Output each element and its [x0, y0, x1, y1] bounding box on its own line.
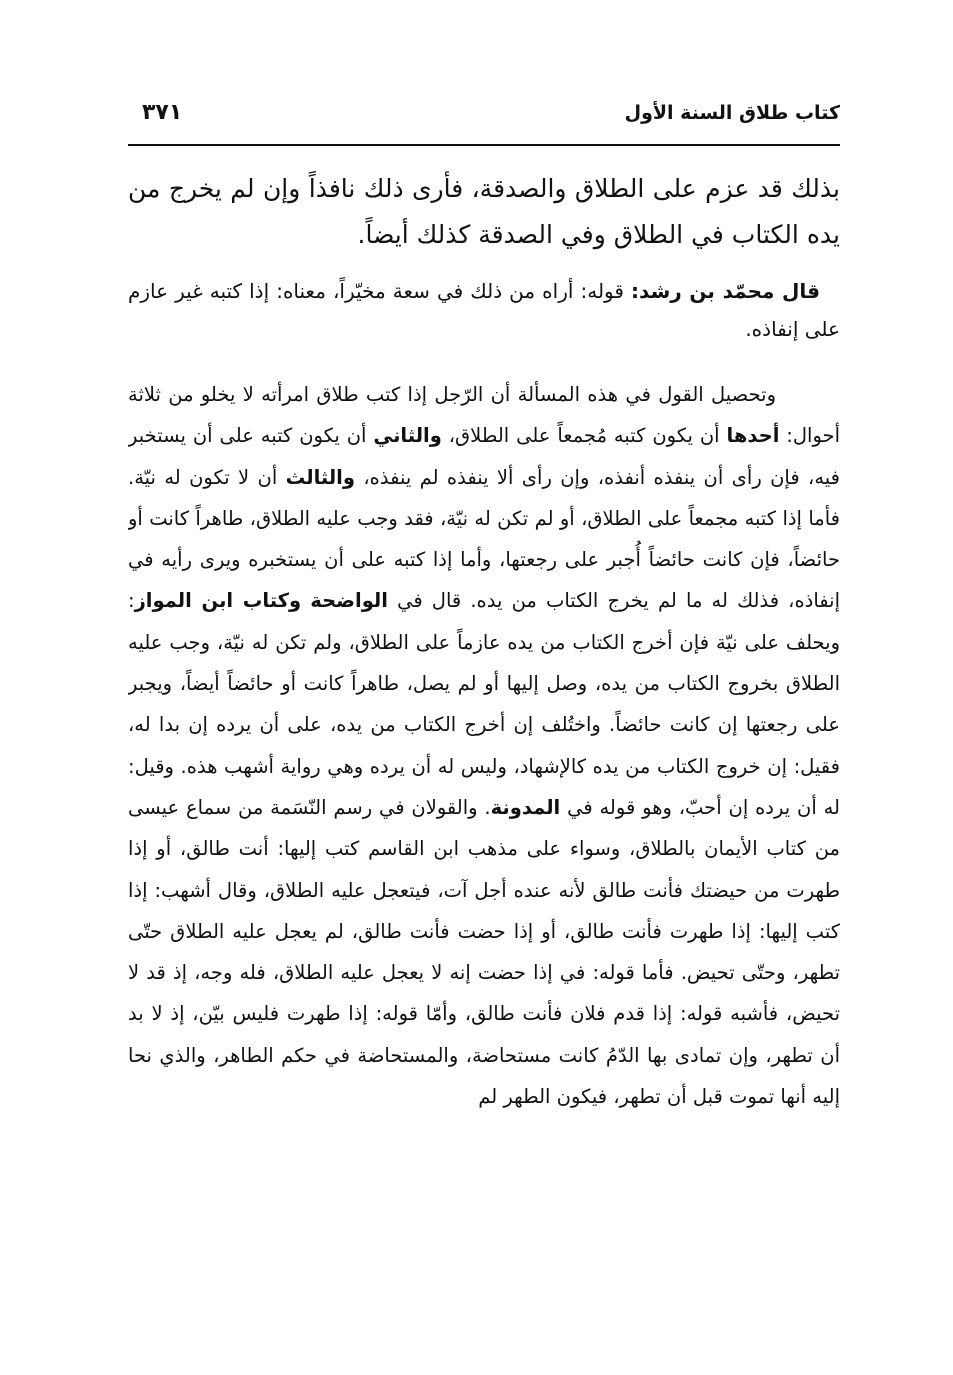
keyword-first: أحدها	[726, 424, 780, 448]
keyword-third: والثالث	[285, 465, 355, 489]
paragraph-opening	[128, 166, 840, 258]
paragraph-opening-text: بذلك قد عزم على الطلاق والصدقة، فأرى ذلك نافذاً وإن لم يخرج من يده الكتاب في الطلاق وفي الصدقة كذلك أيضاً.	[128, 174, 840, 249]
running-header	[128, 92, 840, 138]
speaker-label: قال محمّد بن رشد:	[631, 279, 820, 303]
page-number: ٣٧١	[142, 100, 183, 125]
analysis-segment: أن لا تكون له نيّة. فأما إذا كتبه مجمعاً على الطلاق، أو لم تكن له نيّة، فقد وجب عليه الطلاق، طاهراً كانت أو حائضاً، فإن كانت حائضاً أُجبر على رجعتها، وأما إذا كتبه على أن يستخبره ويرى رأيه في إنفاذه، فذلك له ما لم يخرج الكتاب من يده. قال في	[128, 465, 840, 613]
analysis-segment: أن يكون كتبه على أن يستخبر فيه، فإن رأى أن ينفذه أنفذه، وإن رأى ألا ينفذه لم ينفذه،	[128, 424, 840, 489]
paragraph-commentary	[128, 272, 840, 348]
analysis-segment: وتحصيل القول في هذه المسألة أن الرّجل إذا كتب طلاق امرأته لا يخلو من ثلاثة أحوال:	[128, 383, 840, 448]
book-page	[128, 92, 840, 1312]
analysis-segment: . والقولان في رسم النّسَمة من سماع عيسى من كتاب الأيمان بالطلاق، وسواء على مذهب ابن القاسم كتب إليها: أنت طالق، أو إذا طهرت من حيضتك فأنت طالق لأنه عنده أجل آت، فيتعجل عليه الطلاق، وقال أشهب: إذا كتب إليها: إذا طهرت فأنت طالق، أو إذا حضت فأنت طالق، لم يعجل عليه الطلاق حتّى تطهر، وحتّى تحيض. فأما قوله: في إذا حضت إنه لا يعجل عليه الطلاق، فله وجه، إذ قد لا تحيض، فأشبه قوله: إذا قدم فلان فأنت طالق، وأمّا قوله: إذا طهرت فليس بيّن، إذ لا بد أن تطهر، وإن تمادى بها الدّمُ كانت مستحاضة، والمستحاضة في حكم الطاهر، والذي نحا إليه أنها تموت قبل أن تطهر، فيكون الطهر لم	[128, 795, 840, 1109]
keyword-second: والثاني	[373, 424, 442, 448]
main-text	[128, 166, 840, 1117]
paragraph-commentary-text: قوله: أراه من ذلك في سعة مخيّراً، معناه: إذا كتبه غير عازم على إنفاذه.	[128, 279, 840, 341]
header-divider	[128, 144, 840, 146]
analysis-segment: أن يكون كتبه مُجمعاً على الطلاق،	[441, 424, 727, 448]
analysis-segment: : ويحلف على نيّة فإن أخرج الكتاب من يده عازماً على الطلاق، ولم تكن له نيّة، وجب عليه الطلاق بخروج الكتاب من يده، وصل إليها أو لم يصل، طاهراً كانت أو حائضاً أيضاً، ويجبر على رجعتها إن كانت حائضاً. واختُلف إن أخرج الكتاب من يده، على أن يرده إن بدا له، فقيل: إن خروج الكتاب من يده كالإشهاد، وليس له أن يرده وهي رواية أشهب هذه. وقيل: له أن يرده إن أحبّ، وهو قوله في	[128, 589, 840, 819]
analysis-segment	[301, 589, 310, 612]
source-ibn-mawaz: وكتاب ابن المواز	[134, 589, 302, 613]
source-mudawwana: المدونة	[490, 795, 561, 819]
source-wadiha: الواضحة	[310, 589, 388, 613]
paragraph-analysis	[128, 374, 840, 1117]
chapter-title: كتاب طلاق السنة الأول	[624, 102, 840, 124]
